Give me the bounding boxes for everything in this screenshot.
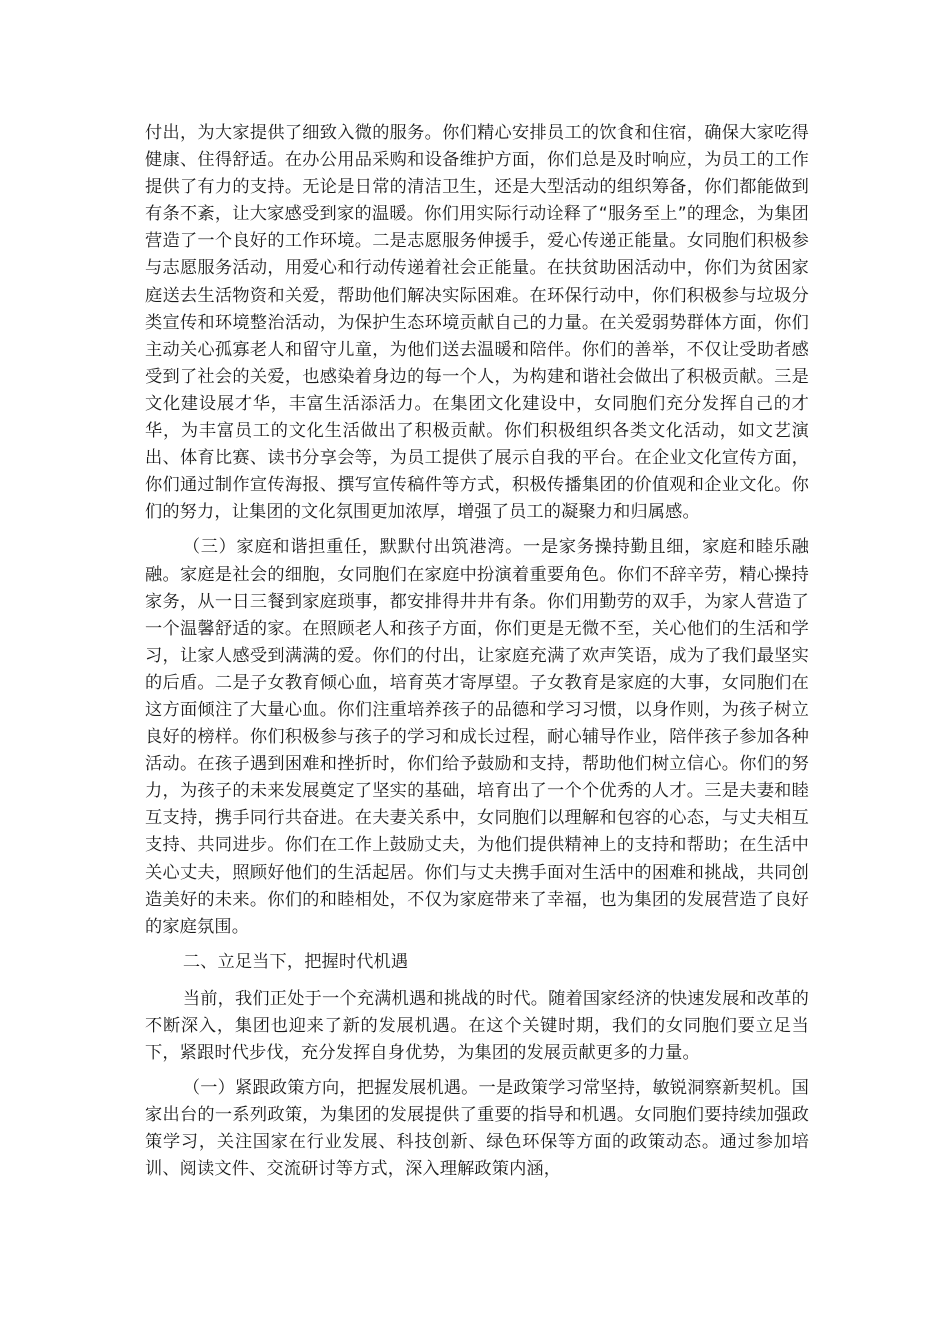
document-page [145, 120, 809, 1192]
body-paragraph: （三）家庭和谐担重任，默默付出筑港湾。一是家务操持勤且细，家庭和睦乐融融。家庭是社会的细胞，女同胞们在家庭中扮演着重要角色。你们不辞辛劳，精心操持家务，从一日三餐到家庭琐事，都安排得井井有条。你们用勤劳的双手，为家人营造了一个温馨舒适的家。在照顾老人和孩子方面，你们更是无微不至，关心他们的生活和学习，让家人感受到满满的爱。你们的付出，让家庭充满了欢声笑语，成为了我们最坚实的后盾。二是子女教育倾心血，培育英才寄厚望。子女教育是家庭的大事，女同胞们在这方面倾注了大量心血。你们注重培养孩子的品德和学习习惯，以身作则，为孩子树立良好的榜样。你们积极参与孩子的学习和成长过程，耐心辅导作业，陪伴孩子参加各种活动。在孩子遇到困难和挫折时，你们给予鼓励和支持，帮助他们树立信心。你们的努力，为孩子的未来发展奠定了坚实的基础，培育出了一个个优秀的人才。三是夫妻和睦互支持，携手同行共奋进。在夫妻关系中，女同胞们以理解和包容的心态，与丈夫相互支持、共同进步。你们在工作上鼓励丈夫，为他们提供精神上的支持和帮助；在生活中关心丈夫，照顾好他们的生活起居。你们与丈夫携手面对生活中的困难和挑战，共同创造美好的未来。你们的和睦相处，不仅为家庭带来了幸福，也为集团的发展营造了良好的家庭氛围。 [145, 537, 809, 937]
body-paragraph: 付出，为大家提供了细致入微的服务。你们精心安排员工的饮食和住宿，确保大家吃得健康、住得舒适。在办公用品采购和设备维护方面，你们总是及时响应，为员工的工作提供了有力的支持。无论是日常的清洁卫生，还是大型活动的组织筹备，你们都能做到有条不紊，让大家感受到家的温暖。你们用实际行动诠释了“服务至上”的理念，为集团营造了一个良好的工作环境。二是志愿服务伸援手，爱心传递正能量。女同胞们积极参与志愿服务活动，用爱心和行动传递着社会正能量。在扶贫助困活动中，你们为贫困家庭送去生活物资和关爱，帮助他们解决实际困难。在环保行动中，你们积极参与垃圾分类宣传和环境整治活动，为保护生态环境贡献自己的力量。在关爱弱势群体方面，你们主动关心孤寡老人和留守儿童，为他们送去温暖和陪伴。你们的善举，不仅让受助者感受到了社会的关爱，也感染着身边的每一个人，为构建和谐社会做出了积极贡献。三是文化建设展才华，丰富生活添活力。在集团文化建设中，女同胞们充分发挥自己的才华，为丰富员工的文化生活做出了积极贡献。你们积极组织各类文化活动，如文艺演出、体育比赛、读书分享会等，为员工提供了展示自我的平台。在企业文化宣传方面，你们通过制作宣传海报、撰写宣传稿件等方式，积极传播集团的价值观和企业文化。你们的努力，让集团的文化氛围更加浓厚，增强了员工的凝聚力和归属感。 [145, 123, 809, 523]
section-heading: 二、立足当下，把握时代机遇 [182, 951, 409, 972]
body-paragraph: 当前，我们正处于一个充满机遇和挑战的时代。随着国家经济的快速发展和改革的不断深入，集团也迎来了新的发展机遇。在这个关键时期，我们的女同胞们要立足当下，紧跟时代步伐，充分发挥自身优势，为集团的发展贡献更多的力量。 [145, 988, 809, 1064]
body-paragraph: （一）紧跟政策方向，把握发展机遇。一是政策学习常坚持，敏锐洞察新契机。国家出台的一系列政策，为集团的发展提供了重要的指导和机遇。女同胞们要持续加强政策学习，关注国家在行业发展、科技创新、绿色环保等方面的政策动态。通过参加培训、阅读文件、交流研讨等方式，深入理解政策内涵， [145, 1078, 809, 1180]
